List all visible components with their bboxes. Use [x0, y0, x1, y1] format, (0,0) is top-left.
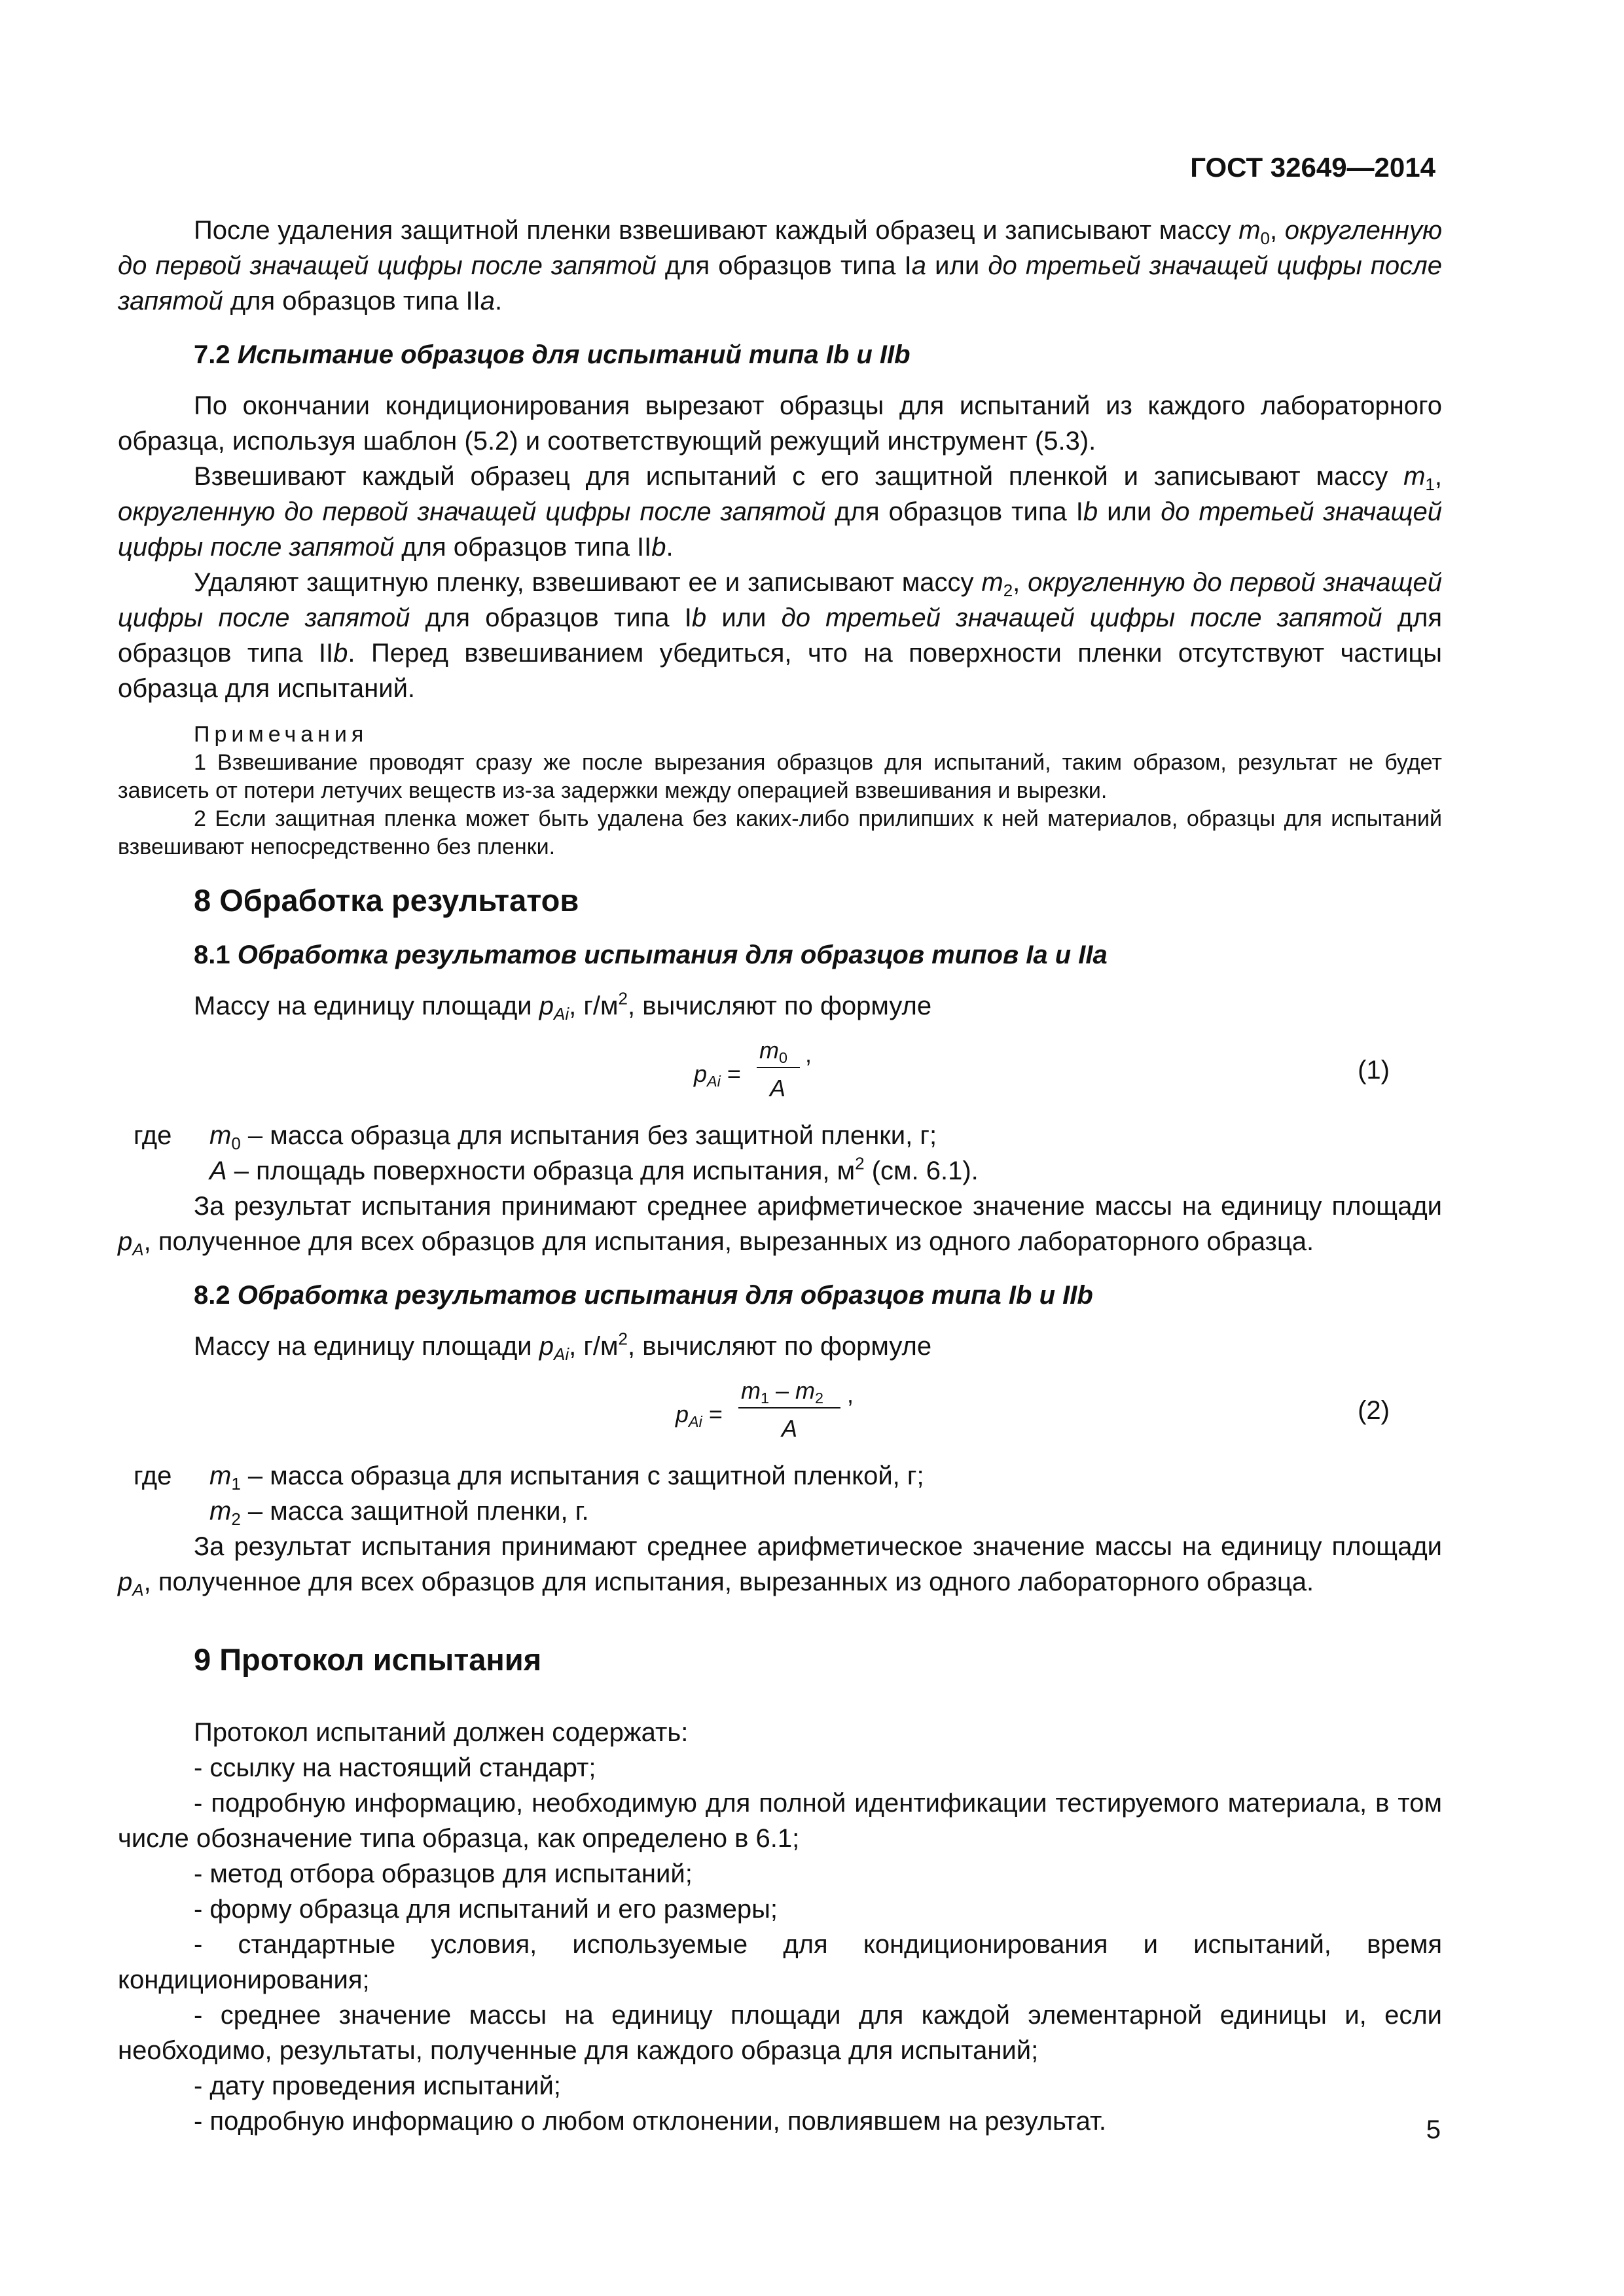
subscript: A	[132, 1579, 144, 1600]
italic-text: b	[691, 603, 707, 632]
text: или	[926, 251, 988, 280]
symbol-m: m	[1238, 216, 1261, 245]
formula-numerator: $m_1 - m_2$	[741, 1377, 824, 1407]
where-block-1	[118, 1118, 1442, 1153]
italic-text: до третьей значащей цифры после запятой	[118, 251, 1442, 315]
paragraph-7-1-end	[118, 213, 1442, 319]
fraction-bar	[757, 1067, 800, 1068]
paragraph-7-2-1: По окончании кондиционирования вырезают образцы для испытаний из каждого лабораторного образца, используя шаблон (5.2) и соответствующий режущий инструмент (5.3).	[118, 391, 1442, 456]
protocol-item: - форму образца для испытаний и его размеры;	[194, 1895, 778, 1924]
protocol-item: - ссылку на настоящий стандарт;	[194, 1753, 596, 1782]
heading-number: 8.2	[194, 1281, 230, 1310]
text: ,	[1270, 216, 1285, 245]
protocol-item: - подробную информацию о любом отклонении, повлиявшем на результат.	[194, 2107, 1106, 2136]
notes-block	[118, 721, 1442, 861]
formula-1-intro	[118, 988, 1442, 1024]
text: ,	[1434, 462, 1442, 491]
text: , полученное для всех образцов для испытания, вырезанных из одного лабораторного образца.	[143, 1227, 1314, 1256]
symbol-m: m	[981, 568, 1003, 597]
formula-lhs: $p_{Ai}$ =	[676, 1401, 723, 1431]
text: или	[706, 603, 782, 632]
subscript: Ai	[553, 1344, 569, 1364]
formula-2	[118, 1373, 1442, 1450]
equation-number-1: (1)	[1358, 1056, 1390, 1085]
heading-title: Испытание образцов для испытаний типа Ib и IIb	[237, 340, 911, 369]
text: , полученное для всех образцов для испытания, вырезанных из одного лабораторного образца.	[143, 1568, 1314, 1596]
text: для образцов типа I	[410, 603, 692, 632]
heading-number: 7.2	[194, 340, 230, 369]
text: .	[666, 533, 674, 562]
where-block-2	[118, 1458, 1442, 1494]
text: для образцов типа II	[394, 533, 652, 562]
symbol-p: p	[118, 1568, 133, 1596]
formula-2-intro	[118, 1329, 1442, 1364]
where-label: где	[134, 1121, 172, 1150]
italic-text: до третьей значащей цифры после запятой	[118, 497, 1442, 562]
italic-text: до третьей значащей цифры после запятой	[781, 603, 1382, 632]
note-1: 1 Взвешивание проводят сразу же после вырезания образцов для испытаний, таким образом, результат не будет зависеть от потери летучих веществ из-за задержки между операцией взвешивания и вырезки.	[118, 750, 1442, 803]
superscript: 2	[618, 988, 628, 1009]
definition-m0: $m_0$ – масса образца для испытания без защитной пленки, г;	[209, 1121, 937, 1153]
italic-text: a	[480, 287, 496, 315]
subscript: 2	[1003, 580, 1013, 600]
heading-title: Обработка результатов испытания для образцов типов Ia и IIa	[237, 941, 1108, 969]
text: или	[1098, 497, 1161, 526]
text: ,	[1013, 568, 1028, 597]
formula-1	[118, 1033, 1442, 1110]
where-label: где	[134, 1462, 172, 1490]
notes-title: Примечания	[194, 722, 369, 747]
definition-m2: $m_2$ – масса защитной пленки, г.	[209, 1497, 589, 1529]
protocol-item: - стандартные условия, используемые для кондиционирования и испытаний, время кондиционирования;	[118, 1930, 1442, 1994]
heading-7-2	[118, 337, 1442, 372]
note-2: 2 Если защитная пленка может быть удалена без каких-либо прилипших к ней материалов, образцы для испытаний взвешивают непосредственно без пленки.	[118, 806, 1442, 859]
heading-number: 8.1	[194, 941, 230, 969]
text: За результат испытания принимают среднее арифметическое значение массы на единицу площади	[194, 1532, 1442, 1561]
paragraph-7-2-3	[118, 565, 1442, 706]
text: Удаляют защитную пленку, взвешивают ее и записывают массу	[194, 568, 982, 597]
equation-number-2: (2)	[1358, 1396, 1390, 1425]
heading-8-2	[118, 1278, 1442, 1313]
text: После удаления защитной пленки взвешивают каждый образец и записывают массу	[194, 216, 1239, 245]
subscript: Ai	[553, 1003, 569, 1024]
text: , г/м	[569, 992, 619, 1020]
subscript: A	[132, 1239, 144, 1259]
superscript: 2	[618, 1329, 628, 1349]
italic-text: b	[333, 639, 348, 668]
symbol-p: p	[539, 1332, 554, 1361]
text: для образцов типа II	[118, 603, 1443, 668]
text: для образцов типа II	[223, 287, 480, 315]
page-content	[118, 213, 1442, 2139]
text: для образцов типа I	[656, 251, 912, 280]
symbol-m: m	[1403, 462, 1426, 491]
heading-8-1	[118, 937, 1442, 973]
text: Массу на единицу площади	[194, 992, 539, 1020]
text: За результат испытания принимают среднее арифметическое значение массы на единицу площади	[194, 1192, 1442, 1221]
italic-text: b	[651, 533, 666, 562]
formula-numerator: $m_0$	[759, 1037, 788, 1067]
protocol-item: - дату проведения испытаний;	[194, 2072, 561, 2100]
italic-text: округленную до первой значащей цифры после запятой	[118, 497, 826, 526]
text: Взвешивают каждый образец для испытаний с его защитной пленкой и записывают массу	[194, 462, 1404, 491]
italic-text: округленную до первой значащей цифры после запятой	[118, 216, 1443, 280]
protocol-item: - подробную информацию, необходимую для полной идентификации тестируемого материала, в том числе обозначение типа образца, как определено в 6.1;	[118, 1789, 1442, 1853]
formula-denominator: A	[782, 1415, 798, 1442]
document-code: ГОСТ 32649—2014	[1190, 152, 1435, 183]
text: .	[495, 287, 503, 315]
result-paragraph-2	[118, 1529, 1442, 1600]
text: . Перед взвешиванием убедиться, что на поверхности пленки отсутствуют частицы образца для испытаний.	[118, 639, 1442, 703]
fraction-bar	[738, 1407, 840, 1408]
heading-8: 8 Обработка результатов	[194, 883, 579, 918]
italic-text: b	[1083, 497, 1098, 526]
formula-lhs: $p_{Ai}$ =	[694, 1060, 741, 1090]
formula-denominator: A	[770, 1075, 786, 1102]
subscript: 1	[1425, 474, 1435, 494]
italic-text: a	[911, 251, 927, 280]
page-number: 5	[1426, 2115, 1441, 2144]
text: , вычисляют по формуле	[628, 1332, 932, 1361]
heading-9: 9 Протокол испытания	[194, 1642, 542, 1677]
text: , г/м	[569, 1332, 619, 1361]
protocol-item: - среднее значение массы на единицу площади для каждой элементарной единицы и, если необходимо, результаты, полученные для каждого образца для испытаний;	[118, 2001, 1442, 2065]
definition-m1: $m_1$ – масса образца для испытания с защитной пленкой, г;	[209, 1462, 924, 1494]
result-paragraph-1	[118, 1189, 1442, 1259]
protocol-item: - метод отбора образцов для испытаний;	[194, 1859, 693, 1888]
paragraph-7-2-2	[118, 459, 1442, 565]
definition-a: A – площадь поверхности образца для испытания, $м^2$ (см. 6.1).	[209, 1153, 979, 1185]
subscript: 0	[1260, 228, 1270, 248]
heading-title: Обработка результатов испытания для образцов типа Ib и IIb	[237, 1281, 1093, 1310]
text: для образцов типа I	[825, 497, 1083, 526]
formula-comma: ,	[847, 1381, 854, 1408]
italic-text: округленную до первой значащей цифры после запятой	[118, 568, 1442, 632]
symbol-p: p	[539, 992, 554, 1020]
formula-comma: ,	[805, 1041, 812, 1067]
text: , вычисляют по формуле	[628, 992, 932, 1020]
text: Массу на единицу площади	[194, 1332, 539, 1361]
symbol-p: p	[118, 1227, 133, 1256]
protocol-intro: Протокол испытаний должен содержать:	[194, 1718, 689, 1747]
